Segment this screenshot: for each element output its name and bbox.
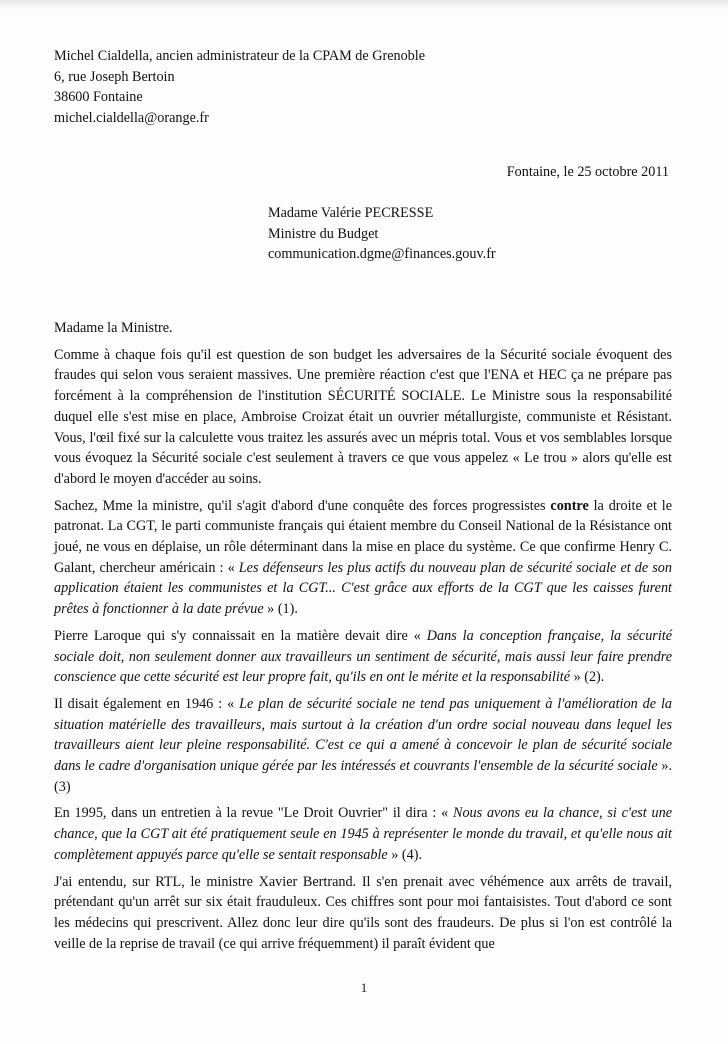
- page-number: 1: [360, 981, 368, 995]
- paragraph-1: Comme à chaque fois qu'il est question de son budget les adversaires de la Sécurité sociale évoquent des fraudes qui selon vous seraient massives. Une première réaction c'est que l'ENA et HEC ça ne prépare pas forcément à la compréhension de l'institution SÉCURITÉ SOCIALE. Le Ministre sous la responsabilité duquel elle s'est mise en place, Ambroise Croizat était un ouvrier métallurgiste, communiste et Résistant. Vous, l'œil fixé sur la calculette vous traitez les assurés avec un mépris total. Vous et vos semblables lorsque vous évoquez la Sécurité sociale c'est seulement à travers ce que vous appelez « Le trou » alors qu'elle est d'abord le moyen d'accéder au soins.: [54, 346, 672, 487]
- paragraph-2-emphasis: contre: [550, 497, 589, 514]
- letter-date: Fontaine, le 25 octobre 2011: [506, 164, 669, 180]
- paragraph-2-quote: Les défenseurs les plus actifs du nouveau plan de sécurité sociale et de son application étaient les communistes et la CGT... C'est grâce aux efforts de la CGT que les caisses furent prêtes à fonctionner à la date prévue: [54, 559, 672, 618]
- paragraph-3-text: Pierre Laroque qui s'y connaissait en la matière devait dire «: [54, 627, 427, 644]
- sender-street: 6, rue Joseph Bertoin: [54, 68, 175, 85]
- paragraph-4-text: Il disait également en 1946 : «: [54, 695, 240, 712]
- paragraph-2-text: la droite et le patronat. La CGT, le parti communiste français qui étaient membre du Conseil National de la Résistance ont joué, ne vous en déplaise, un rôle déterminant dans la mise en place du système. Ce que confirme Henry C. Galant, chercheur américain : «: [54, 497, 672, 576]
- paragraph-3-quote: Dans la conception française, la sécurité sociale doit, non seulement donner aux travailleurs un sentiment de sécurité, mais aussi leur faire prendre conscience que cette sécurité est leur propre fait, qu'ils en ont le mérite et la responsabilité: [54, 627, 672, 686]
- paragraph-5-ref: » (4).: [387, 846, 423, 863]
- paragraph-2-ref: » (1).: [263, 601, 298, 618]
- sender-city: 38600 Fontaine: [54, 89, 143, 105]
- letter-body: [54, 318, 672, 954]
- paragraph-4: [54, 694, 672, 798]
- sender-email: michel.cialdella@orange.fr: [54, 109, 209, 126]
- sender-block: [54, 46, 425, 128]
- paragraph-5-quote: Nous avons eu la chance, si c'est une chance, que la CGT ait été pratiquement seule en 1945 à représenter le monde du travail, et qu'elle nous ait complètement appuyés parce qu'elle se sentait responsable: [54, 805, 672, 863]
- paragraph-3: [54, 626, 672, 688]
- scan-edge: [0, 0, 728, 10]
- salutation: Madame la Ministre.: [54, 320, 173, 336]
- recipient-title: Ministre du Budget: [268, 225, 379, 242]
- recipient-block: [268, 203, 496, 265]
- paragraph-5: [54, 803, 672, 865]
- recipient-name: Madame Valérie PECRESSE: [268, 205, 434, 221]
- recipient-email: communication.dgme@finances.gouv.fr: [268, 246, 496, 262]
- paragraph-3-ref: » (2).: [570, 669, 605, 686]
- paragraph-2: [54, 496, 672, 620]
- paragraph-5-text: En 1995, dans un entretien à la revue "Le Droit Ouvrier" il dira : «: [54, 805, 453, 822]
- paragraph-4-ref: ».(3): [54, 758, 673, 795]
- sender-name: Michel Cialdella, ancien administrateur de la CPAM de Grenoble: [54, 48, 426, 64]
- paragraph-2-text: Sachez, Mme la ministre, qu'il s'agit d'abord d'une conquête des forces progressistes: [54, 497, 551, 514]
- paragraph-6: J'ai entendu, sur RTL, le ministre Xavier Bertrand. Il s'en prenait avec véhémence aux arrêts de travail, prétendant qu'un arrêt sur six était frauduleux. Ces chiffres sont pour moi fantaisistes. Tout d'abord ce sont les médecins qui prescrivent. Allez donc leur dire qu'ils sont des fraudeurs. De plus si l'on est contrôlé la veille de la reprise de travail (ce qui arrive fréquemment) il paraît évident que: [54, 873, 672, 952]
- paragraph-4-quote: Le plan de sécurité sociale ne tend pas uniquement à l'amélioration de la situation matérielle des travailleurs, mais surtout à la création d'un ordre social nouveau dans lequel les travailleurs aient leur pleine responsabilité. C'est ce qui a amené à concevoir le plan de sécurité sociale dans le cadre d'organisation unique gérée par les intéressés et couvrants l'ensemble de la sécurité sociale: [54, 695, 673, 775]
